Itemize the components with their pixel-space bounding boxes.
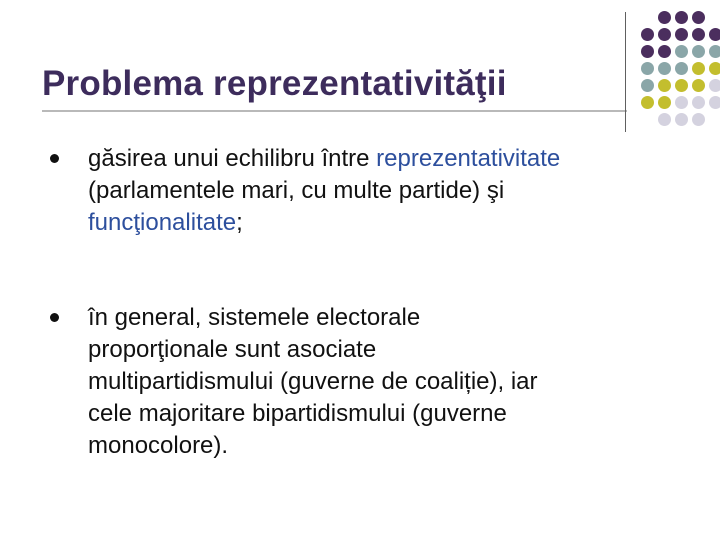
bullet-text-1 <box>88 143 708 239</box>
decorative-dot <box>675 79 688 92</box>
bullet-line <box>88 334 708 366</box>
highlighted-term: reprezentativitate <box>376 145 561 172</box>
dot-spacer <box>709 11 720 24</box>
dot-spacer <box>641 113 654 126</box>
bullet-line <box>88 366 708 398</box>
decorative-dot-grid <box>641 11 720 126</box>
bullet-text-segment: monocolore). <box>88 432 229 459</box>
vertical-divider <box>625 12 626 132</box>
decorative-dot <box>709 79 720 92</box>
bullet-line <box>88 207 708 239</box>
decorative-dot <box>675 62 688 75</box>
decorative-dot <box>658 11 671 24</box>
bullet-text-segment: multipartidismului (guverne de coaliție), iar <box>88 368 538 395</box>
decorative-dot <box>658 96 671 109</box>
bullet-text-segment: găsirea unui echilibru între <box>88 145 377 172</box>
bullet-line <box>88 143 708 175</box>
decorative-dot <box>641 96 654 109</box>
dot-spacer <box>641 11 654 24</box>
decorative-dot <box>641 62 654 75</box>
decorative-dot <box>675 45 688 58</box>
decorative-dot <box>658 62 671 75</box>
decorative-dot <box>641 79 654 92</box>
decorative-dot <box>692 79 705 92</box>
decorative-dot <box>641 45 654 58</box>
decorative-dot <box>675 113 688 126</box>
bullet-text-segment: cele majoritare bipartidismului (guverne <box>88 400 507 427</box>
decorative-dot <box>709 28 720 41</box>
highlighted-term: funcţionalitate <box>88 209 237 236</box>
decorative-dot <box>709 62 720 75</box>
decorative-dot <box>658 79 671 92</box>
bullet-line <box>88 398 708 430</box>
title-underline <box>42 110 627 112</box>
decorative-dot <box>692 45 705 58</box>
decorative-dot <box>692 62 705 75</box>
dot-spacer <box>709 113 720 126</box>
decorative-dot <box>658 45 671 58</box>
decorative-dot <box>641 28 654 41</box>
decorative-dot <box>692 11 705 24</box>
bullet-text-segment: proporţionale sunt asociate <box>88 336 377 363</box>
decorative-dot <box>692 113 705 126</box>
bullet-line <box>88 302 708 334</box>
bullet-marker-2 <box>50 313 59 322</box>
bullet-line <box>88 430 708 462</box>
decorative-dot <box>658 113 671 126</box>
bullet-text-segment: (parlamentele mari, cu multe partide) şi <box>88 177 505 204</box>
bullet-marker-1 <box>50 154 59 163</box>
bullet-line <box>88 175 708 207</box>
slide-title: Problema reprezentativităţii <box>42 64 507 103</box>
decorative-dot <box>692 96 705 109</box>
decorative-dot <box>658 28 671 41</box>
decorative-dot <box>675 96 688 109</box>
bullet-text-segment: ; <box>236 209 243 236</box>
decorative-dot <box>709 45 720 58</box>
bullet-text-segment: în general, sistemele electorale <box>88 304 421 331</box>
decorative-dot <box>709 96 720 109</box>
decorative-dot <box>675 11 688 24</box>
decorative-dot <box>692 28 705 41</box>
decorative-dot <box>675 28 688 41</box>
bullet-text-2 <box>88 302 708 462</box>
